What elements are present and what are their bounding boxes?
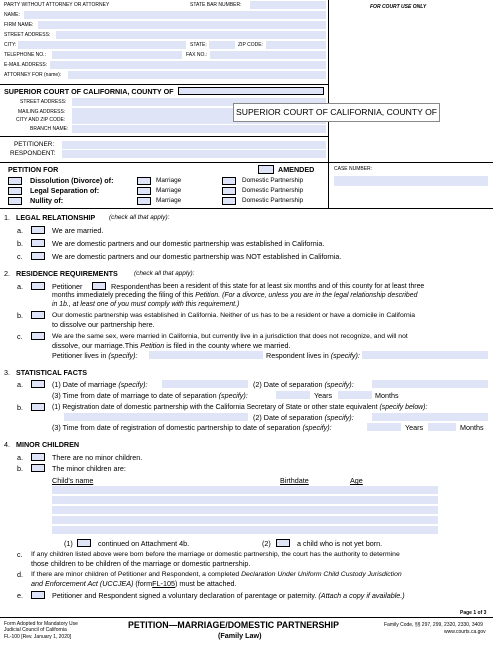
court-cityzip-label: CITY AND ZIP CODE: bbox=[16, 117, 66, 123]
s2-b-text2: to dissolve our partnership here. bbox=[52, 320, 155, 329]
s4-d-text1a: If there are minor children of Petitioner and Respondent, a completed bbox=[31, 571, 240, 578]
legal-separation-label: Legal Separation of: bbox=[30, 186, 100, 195]
s2-resp-lives-specify: (specify): bbox=[330, 351, 360, 360]
s2-c-letter: c. bbox=[17, 332, 23, 341]
dissolution-checkbox[interactable] bbox=[8, 177, 22, 185]
s4-cont1-checkbox[interactable] bbox=[77, 539, 91, 547]
footer-title: PETITION—MARRIAGE/DOMESTIC PARTNERSHIP bbox=[128, 620, 339, 630]
street-label: STREET ADDRESS: bbox=[4, 32, 51, 38]
s1-b-letter: b. bbox=[17, 239, 23, 248]
s2-c-text2b: is filed in the county where we married. bbox=[166, 341, 291, 350]
case-number-label: CASE NUMBER: bbox=[334, 166, 373, 172]
county-field[interactable] bbox=[178, 87, 324, 95]
s4-d-line2 bbox=[31, 579, 236, 588]
nullity-domestic-checkbox[interactable] bbox=[222, 197, 236, 205]
s3-a2-specify: (specify): bbox=[324, 380, 354, 389]
s2-a-text2: months immediately preceding the filing of this bbox=[52, 292, 194, 299]
s3-b2-specify: (specify): bbox=[324, 413, 354, 422]
zip-field[interactable] bbox=[266, 41, 326, 49]
city-label: CITY: bbox=[4, 42, 17, 48]
s1-title: LEGAL RELATIONSHIP bbox=[16, 213, 96, 222]
attorney-for-field[interactable] bbox=[68, 71, 326, 79]
s4-d-text2b: (form bbox=[135, 579, 153, 588]
s3-b-checkbox[interactable] bbox=[31, 403, 45, 411]
respondent-field[interactable] bbox=[62, 150, 326, 158]
s4-col-name: Child's name bbox=[52, 476, 94, 485]
amended-checkbox[interactable] bbox=[258, 165, 274, 174]
s4-d-text1b: Declaration Under Uniform Child Custody Jurisdiction bbox=[241, 571, 402, 578]
s4-col-age: Age bbox=[350, 476, 363, 485]
s4-b-letter: b. bbox=[17, 464, 23, 473]
child-row[interactable] bbox=[52, 516, 438, 524]
s3-b1-label: (1) Registration date of domestic partnership with the California Secretary of State or other state equivalent bbox=[52, 404, 378, 411]
firm-field[interactable] bbox=[38, 21, 326, 29]
dissolution-marriage-label: Marriage bbox=[156, 177, 182, 184]
s2-number: 2. bbox=[4, 269, 10, 278]
state-label: STATE: bbox=[190, 42, 207, 48]
nullity-label: Nullity of: bbox=[30, 196, 64, 205]
nullity-marriage-label: Marriage bbox=[156, 197, 182, 204]
s4-a-letter: a. bbox=[17, 453, 23, 462]
street-field[interactable] bbox=[56, 31, 326, 39]
s2-c-checkbox[interactable] bbox=[31, 332, 45, 340]
s3-b-months-field[interactable] bbox=[428, 423, 456, 431]
separation-domestic-checkbox[interactable] bbox=[222, 187, 236, 195]
s3-b3-label: (3) Time from date of registration of domestic partnership to date of separation bbox=[52, 423, 301, 432]
firm-label: FIRM NAME: bbox=[4, 22, 34, 28]
nullity-checkbox[interactable] bbox=[8, 197, 22, 205]
fax-field[interactable] bbox=[210, 51, 326, 59]
city-field[interactable] bbox=[18, 41, 186, 49]
s3-a2 bbox=[253, 380, 354, 389]
s4-cont2-text: a child who is not yet born. bbox=[297, 539, 383, 548]
s2-b-text1: Our domestic partnership was established in California. Neither of us has to be a resident or have a domicile in California bbox=[52, 312, 416, 319]
parties-line bbox=[0, 136, 328, 137]
s4-e-hint: (Attach a copy if available.) bbox=[318, 591, 405, 600]
court-branch-label: BRANCH NAME: bbox=[30, 126, 69, 132]
s2-a-text3: in 1b., at least one of you must comply with this requirement.) bbox=[52, 301, 240, 308]
s2-b-letter: b. bbox=[17, 311, 23, 320]
s3-b1-specify: (specify below): bbox=[379, 404, 428, 411]
petitioner-label: PETITIONER: bbox=[14, 141, 55, 148]
page-number: Page 1 of 3 bbox=[460, 610, 487, 616]
attorney-for-label: ATTORNEY FOR (name): bbox=[4, 72, 62, 78]
amended-label: AMENDED bbox=[278, 165, 315, 174]
s4-a-checkbox[interactable] bbox=[31, 453, 45, 461]
footer-subtitle: (Family Law) bbox=[218, 631, 262, 640]
s2-c-petition: Petition bbox=[140, 341, 165, 350]
child-row[interactable] bbox=[52, 526, 438, 534]
child-row[interactable] bbox=[52, 506, 438, 514]
dissolution-domestic-label: Domestic Partnership bbox=[242, 177, 304, 184]
separation-marriage-label: Marriage bbox=[156, 187, 182, 194]
tooltip: SUPERIOR COURT OF CALIFORNIA, COUNTY OF bbox=[233, 103, 440, 122]
s1-a-text: We are married. bbox=[52, 226, 104, 235]
s1-a-checkbox[interactable] bbox=[31, 226, 45, 234]
court-branch-field[interactable] bbox=[72, 125, 326, 133]
phone-field[interactable] bbox=[52, 51, 182, 59]
s2-a-petition: Petition. bbox=[195, 292, 221, 299]
s4-number: 4. bbox=[4, 440, 10, 449]
s3-a-years-label: Years bbox=[314, 391, 333, 400]
separation-domestic-label: Domestic Partnership bbox=[242, 187, 304, 194]
s3-a-years-field[interactable] bbox=[276, 391, 310, 399]
s2-title: RESIDENCE REQUIREMENTS bbox=[16, 269, 118, 278]
s4-b-text: The minor children are: bbox=[52, 464, 126, 473]
nullity-marriage-checkbox[interactable] bbox=[137, 197, 151, 205]
s3-title: STATISTICAL FACTS bbox=[16, 368, 88, 377]
s2-a-pet-checkbox[interactable] bbox=[31, 282, 45, 290]
court-use-label: FOR COURT USE ONLY bbox=[370, 4, 427, 10]
court-section-line bbox=[0, 84, 328, 85]
s3-a2-label: (2) Date of separation bbox=[253, 380, 323, 389]
s3-b3 bbox=[52, 423, 332, 432]
child-row[interactable] bbox=[52, 496, 438, 504]
s4-d-letter: d. bbox=[17, 570, 23, 579]
s4-d-text2a: and Enforcement Act (UCCJEA) bbox=[31, 579, 134, 588]
s4-c-letter: c. bbox=[17, 550, 23, 559]
s2-c-text1: We are the same sex, were married in California, but currently live in a jurisdiction that does not recognize, and will not bbox=[52, 333, 408, 340]
court-mailing-label: MAILING ADDRESS: bbox=[18, 109, 66, 115]
s2-a-pet-label: Petitioner bbox=[52, 282, 83, 291]
s3-b-years-label: Years bbox=[405, 423, 424, 432]
s3-a-checkbox[interactable] bbox=[31, 380, 45, 388]
s3-b2-label: (2) Date of separation bbox=[253, 413, 323, 422]
s4-title: MINOR CHILDREN bbox=[16, 440, 80, 449]
s4-e-text: Petitioner and Respondent signed a voluntary declaration of parentage or paternity. bbox=[52, 591, 317, 600]
s4-cont1-text: continued on Attachment 4b. bbox=[98, 539, 190, 548]
s1-number: 1. bbox=[4, 213, 10, 222]
footer-form1: Form Adopted for Mandatory Use bbox=[4, 621, 78, 627]
s4-d-form-link[interactable]: FL-105 bbox=[152, 579, 175, 588]
phone-label: TELEPHONE NO.: bbox=[4, 52, 46, 58]
s3-b3-specify: (specify): bbox=[302, 423, 332, 432]
s4-d-text2c: ) must be attached. bbox=[174, 579, 237, 588]
court-street-label: STREET ADDRESS: bbox=[20, 99, 67, 105]
s2-a-line2 bbox=[52, 291, 417, 300]
s2-a-text1: has been a resident of this state for at least six months and of this county for at least three bbox=[150, 283, 425, 290]
court-title: SUPERIOR COURT OF CALIFORNIA, COUNTY OF bbox=[4, 87, 174, 96]
s2-a-letter: a. bbox=[17, 282, 23, 291]
s4-col-birth: Birthdate bbox=[280, 476, 309, 485]
header-divider bbox=[328, 0, 329, 163]
s3-a1-specify: (specify): bbox=[118, 380, 148, 389]
child-row[interactable] bbox=[52, 486, 438, 494]
petition-title: PETITION FOR bbox=[8, 165, 59, 174]
s3-separation-date-field[interactable] bbox=[372, 380, 488, 388]
s1-b-checkbox[interactable] bbox=[31, 239, 45, 247]
dissolution-marriage-checkbox[interactable] bbox=[137, 177, 151, 185]
s3-a-months-field[interactable] bbox=[338, 391, 372, 399]
s3-a3-label: (3) Time from date of marriage to date of separation bbox=[52, 391, 217, 400]
s3-a-months-label: Months bbox=[375, 391, 399, 400]
s4-e-line bbox=[52, 591, 405, 600]
s2-a-resp-label: Respondent bbox=[111, 282, 150, 291]
s1-a-letter: a. bbox=[17, 226, 23, 235]
s3-a1 bbox=[52, 380, 147, 389]
petitioner-field[interactable] bbox=[62, 141, 326, 149]
s3-b-months-label: Months bbox=[460, 423, 484, 432]
s3-b-letter: b. bbox=[17, 403, 23, 412]
state-field[interactable] bbox=[209, 41, 235, 49]
s2-resp-lives-label: Respondent lives in bbox=[266, 351, 329, 360]
case-number-field[interactable] bbox=[334, 176, 488, 186]
s4-b-checkbox[interactable] bbox=[31, 464, 45, 472]
s4-cont2-num: (2) bbox=[262, 539, 271, 548]
s4-e-checkbox[interactable] bbox=[31, 591, 45, 599]
s3-registration-date-field[interactable] bbox=[64, 413, 248, 421]
name-field[interactable] bbox=[24, 11, 326, 19]
nullity-domestic-label: Domestic Partnership bbox=[242, 197, 304, 204]
s3-b2 bbox=[253, 413, 354, 422]
s3-b-separation-date-field[interactable] bbox=[372, 413, 488, 421]
s3-a3-specify: (specify): bbox=[218, 391, 248, 400]
fax-label: FAX NO.: bbox=[186, 52, 208, 58]
s3-a-letter: a. bbox=[17, 380, 23, 389]
s4-c-text1: If any children listed above were born before the marriage or domestic partnership, the court has the authority to determine bbox=[31, 551, 400, 558]
s1-c-text: We are domestic partners and our domestic partnership was NOT established in California. bbox=[52, 252, 342, 261]
s2-resp-lives bbox=[266, 351, 360, 360]
dissolution-label: Dissolution (Divorce) of: bbox=[30, 176, 114, 185]
s2-c-line2 bbox=[52, 341, 291, 350]
s3-a3 bbox=[52, 391, 248, 400]
s1-b-text: We are domestic partners and our domestic partnership was established in California. bbox=[52, 239, 325, 248]
bar-number-field[interactable] bbox=[250, 1, 326, 9]
s4-c-text2: those children to be children of the marriage or domestic partnership. bbox=[31, 559, 251, 568]
footer-url: www.courts.ca.gov bbox=[444, 629, 486, 635]
s3-a1-label: (1) Date of marriage bbox=[52, 380, 117, 389]
s1-c-checkbox[interactable] bbox=[31, 252, 45, 260]
bar-label: STATE BAR NUMBER: bbox=[190, 2, 242, 8]
footer-line bbox=[0, 617, 493, 618]
s2-resp-lives-field[interactable] bbox=[362, 351, 488, 359]
s2-a-resp-checkbox[interactable] bbox=[92, 282, 106, 290]
s4-cont2-checkbox[interactable] bbox=[276, 539, 290, 547]
s4-a-text: There are no minor children. bbox=[52, 453, 143, 462]
s2-pet-lives-specify: (specify): bbox=[108, 351, 138, 360]
s3-b-years-field[interactable] bbox=[367, 423, 401, 431]
email-field[interactable] bbox=[50, 61, 326, 69]
s1-hint: (check all that apply): bbox=[109, 214, 170, 221]
s2-pet-lives-label: Petitioner lives in bbox=[52, 351, 107, 360]
footer-form2: Judicial Council of California bbox=[4, 627, 67, 633]
s2-pet-lives bbox=[52, 351, 138, 360]
dissolution-domestic-checkbox[interactable] bbox=[222, 177, 236, 185]
s2-a-text2b: (For a divorce, unless you are in the legal relationship described bbox=[222, 292, 418, 299]
name-label: NAME: bbox=[4, 12, 20, 18]
respondent-label: RESPONDENT: bbox=[10, 150, 56, 157]
s3-b1 bbox=[52, 403, 427, 412]
s4-e-letter: e. bbox=[17, 591, 23, 600]
s2-hint: (check all that apply): bbox=[134, 270, 195, 277]
s4-cont1-num: (1) bbox=[64, 539, 73, 548]
s2-pet-lives-field[interactable] bbox=[149, 351, 263, 359]
legal-separation-checkbox[interactable] bbox=[8, 187, 22, 195]
s4-d-line1 bbox=[31, 570, 402, 579]
s2-b-checkbox[interactable] bbox=[31, 311, 45, 319]
footer-form3: FL-100 [Rev. January 1, 2020] bbox=[4, 634, 72, 640]
petition-bottom-line bbox=[0, 208, 493, 209]
separation-marriage-checkbox[interactable] bbox=[137, 187, 151, 195]
s3-marriage-date-field[interactable] bbox=[162, 380, 248, 388]
zip-label: ZIP CODE: bbox=[238, 42, 263, 48]
s3-number: 3. bbox=[4, 368, 10, 377]
email-label: E-MAIL ADDRESS: bbox=[4, 62, 48, 68]
s1-c-letter: c. bbox=[17, 252, 23, 261]
footer-code: Family Code, §§ 297, 299, 2320, 2330, 3409 bbox=[384, 622, 483, 628]
party-label: PARTY WITHOUT ATTORNEY OR ATTORNEY bbox=[4, 2, 110, 8]
header-divider-case bbox=[328, 163, 329, 208]
s2-c-text2: dissolve, our marriage.This bbox=[52, 341, 139, 350]
